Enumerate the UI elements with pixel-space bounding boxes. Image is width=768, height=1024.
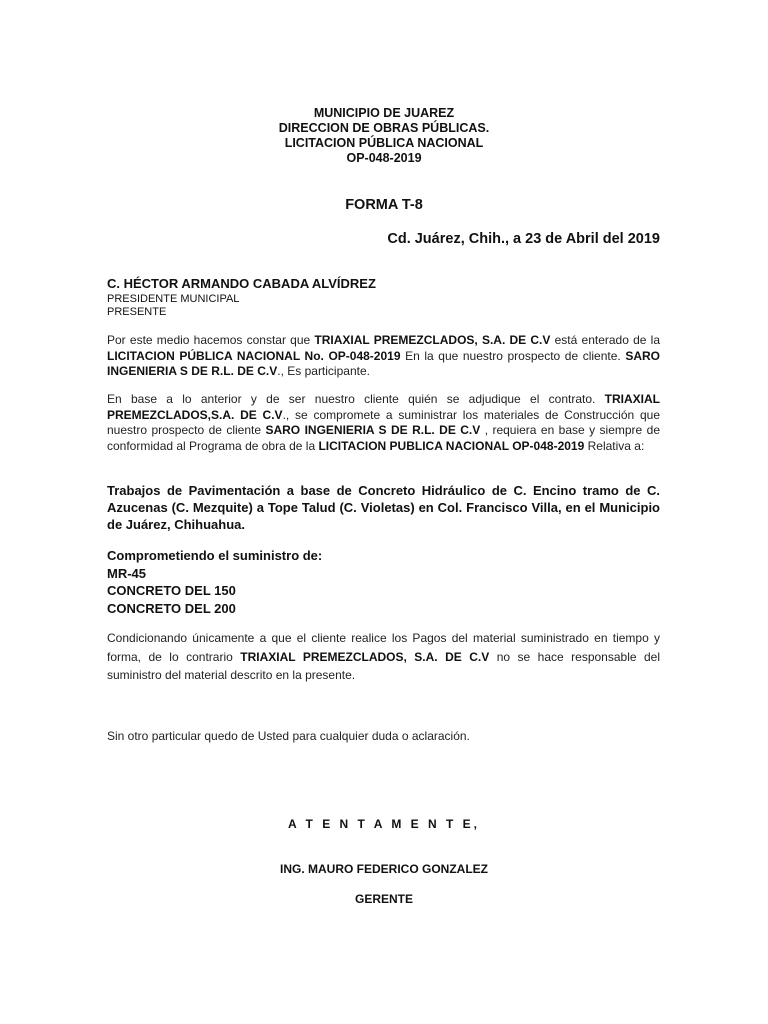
supply-list bbox=[107, 547, 322, 617]
p2-tender: LICITACION PUBLICA NACIONAL OP-048-2019 bbox=[318, 438, 585, 453]
supply-item: CONCRETO DEL 200 bbox=[107, 600, 236, 616]
p2-text-4: Relativa a: bbox=[584, 438, 645, 453]
header-line-tender-type: LICITACION PÚBLICA NACIONAL bbox=[284, 136, 484, 150]
p2-client: SARO INGENIERIA S DE R.L. DE C.V bbox=[265, 423, 481, 437]
p1-text-2: está enterado de la bbox=[550, 333, 661, 347]
header-line-tender-number: OP-048-2019 bbox=[346, 151, 422, 165]
p3-text-2: no se hace responsable del suministro del material descrito en la presente. bbox=[107, 649, 661, 682]
p1-tender: LICITACION PÚBLICA NACIONAL No. OP-048-2019 bbox=[107, 348, 401, 363]
signer-title: GERENTE bbox=[354, 892, 413, 906]
works-description: Trabajos de Pavimentación a base de Concreto Hidráulico de C. Encino tramo de C. Azucenas (C. Mezquite) a Tope Talud (C. Violetas) en Col. Francisco Villa, en el Municipio de Juárez, Chihuahua. bbox=[107, 483, 660, 532]
supply-item: MR-45 bbox=[107, 565, 147, 581]
paragraph-conditions bbox=[107, 629, 660, 685]
p1-text-1: Por este medio hacemos constar que bbox=[107, 333, 315, 347]
date-line: Cd. Juárez, Chih., a 23 de Abril del 2019 bbox=[387, 231, 660, 247]
p3-company: TRIAXIAL PREMEZCLADOS, S.A. DE C.V bbox=[240, 649, 490, 664]
p2-company: TRIAXIAL PREMEZCLADOS,S.A. DE C.V bbox=[107, 392, 660, 422]
closing-salutation: A T E N T A M E N T E, bbox=[288, 817, 480, 831]
p1-text-3: En la que nuestro prospecto de cliente. bbox=[400, 348, 626, 363]
form-title: FORMA T-8 bbox=[345, 197, 423, 213]
signer-name: ING. MAURO FEDERICO GONZALEZ bbox=[280, 862, 488, 876]
p2-text-2: ., se compromete a suministrar los materiales de Construcción que nuestro prospecto de cliente bbox=[107, 407, 660, 437]
paragraph-farewell: Sin otro particular quedo de Usted para cualquier duda o aclaración. bbox=[107, 729, 470, 743]
header-line-department: DIRECCION DE OBRAS PÚBLICAS. bbox=[278, 121, 490, 135]
paragraph-participation bbox=[107, 333, 660, 380]
p1-company: TRIAXIAL PREMEZCLADOS, S.A. DE C.V bbox=[314, 333, 551, 347]
recipient-role: PRESIDENTE MUNICIPAL bbox=[107, 293, 240, 305]
recipient-name: C. HÉCTOR ARMANDO CABADA ALVÍDREZ bbox=[107, 276, 376, 291]
p1-client: SARO INGENIERIA S DE R.L. DE C.V bbox=[107, 348, 660, 378]
recipient-present: PRESENTE bbox=[107, 306, 167, 318]
supply-item: CONCRETO DEL 150 bbox=[107, 583, 236, 598]
header-line-municipality: MUNICIPIO DE JUAREZ bbox=[313, 106, 455, 120]
letterhead bbox=[0, 106, 768, 166]
supply-heading: Comprometiendo el suministro de: bbox=[107, 548, 323, 563]
paragraph-commitment bbox=[107, 392, 660, 454]
p2-text-1: En base a lo anterior y de ser nuestro cliente quién se adjudique el contrato. bbox=[107, 392, 605, 406]
p2-text-3: , requiera en base y siempre de conformidad al Programa de obra de la bbox=[107, 423, 660, 453]
p1-text-4: ., Es participante. bbox=[277, 364, 370, 378]
p3-text-1: Condicionando únicamente a que el cliente realice los Pagos del material suministrado en tiempo y forma, de lo contrario bbox=[107, 631, 660, 664]
